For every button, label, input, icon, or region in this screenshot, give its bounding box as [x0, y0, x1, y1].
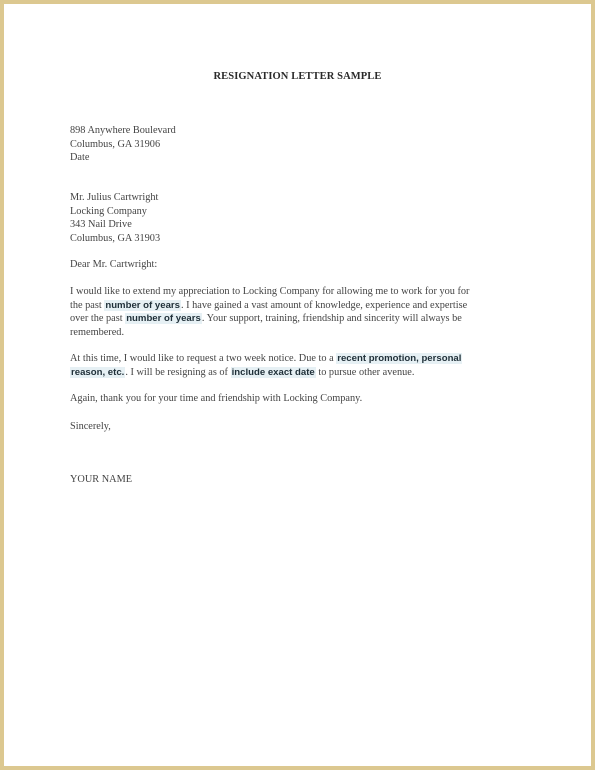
recipient-name: Mr. Julius Cartwright: [70, 192, 159, 203]
text-run: . Your support, training, friendship and sincerity will always be: [201, 313, 462, 324]
paragraph-line: remembered.: [70, 326, 125, 338]
recipient-company: Locking Company: [70, 205, 147, 217]
closing: Sincerely,: [70, 421, 111, 432]
document-title: RESIGNATION LETTER SAMPLE: [213, 71, 382, 82]
paragraph-line: I would like to extend my appreciation to Locking Company for allowing me to work for you for: [70, 286, 470, 297]
paragraph-notice: [70, 352, 522, 379]
recipient-street: 343 Nail Drive: [70, 219, 132, 230]
placeholder-highlight: number of years: [126, 313, 201, 324]
recipient-address: [70, 191, 530, 245]
text-run: the past: [70, 299, 105, 311]
salutation: Dear Mr. Cartwright:: [70, 259, 158, 270]
paragraph-line: [70, 299, 522, 313]
text-run: . I will be resigning as of: [125, 366, 231, 378]
sender-address: [70, 124, 530, 165]
sender-street: 898 Anywhere Boulevard: [70, 125, 176, 136]
paragraph-line: [70, 366, 522, 380]
paragraph-appreciation: [70, 285, 522, 339]
text-run: to pursue other avenue.: [315, 366, 415, 378]
letter-date: Date: [70, 152, 90, 163]
paragraph-line: [70, 312, 522, 326]
paragraph-thanks: Again, thank you for your time and friendship with Locking Company.: [70, 393, 363, 404]
signature-name: YOUR NAME: [70, 474, 133, 485]
placeholder-highlight: recent promotion, personal: [337, 353, 462, 364]
placeholder-highlight: number of years: [105, 299, 180, 311]
text-run: over the past: [70, 313, 126, 324]
paragraph-line: [70, 352, 522, 366]
placeholder-highlight: reason, etc.: [71, 366, 125, 378]
text-run: . I have gained a vast amount of knowledge, experience and expertise: [180, 299, 468, 311]
text-run: At this time, I would like to request a two week notice. Due to a: [70, 353, 337, 364]
recipient-city: Columbus, GA 31903: [70, 232, 161, 244]
placeholder-highlight: include exact date: [231, 366, 315, 378]
sender-city: Columbus, GA 31906: [70, 138, 161, 150]
